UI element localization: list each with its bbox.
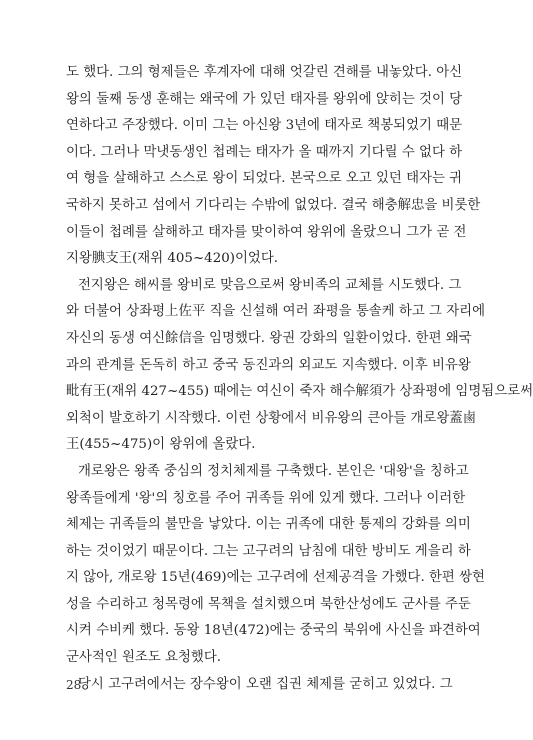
text-line: 국하지 못하고 섬에서 기다리는 수밖에 없었다. 결국 해충解忠을 비롯한 <box>66 197 481 213</box>
text-line: 지 않아, 개로왕 15년(469)에는 고구려에 선제공격을 가했다. 한편 쌍현 <box>66 570 485 586</box>
text-line: 여 형을 살해하고 스스로 왕이 되었다. 본국으로 오고 있던 태자는 귀 <box>66 171 463 187</box>
text-line: 왕의 둘째 동생 훈해는 왜국에 가 있던 태자를 왕위에 앉히는 것이 당 <box>66 91 463 107</box>
text-line: 毗有王(재위 427~455) 때에는 여신이 죽자 해수解須가 상좌평에 임명됨으로써 <box>66 384 533 400</box>
text-line: 성을 수리하고 청목령에 목책을 설치했으며 북한산성에도 군사를 주둔 <box>66 596 471 612</box>
text-line: 이다. 그러나 막냇동생인 첩례는 태자가 올 때까지 기다릴 수 없다 하 <box>66 144 463 160</box>
text-line: 과의 관계를 돈독히 하고 중국 동진과의 외교도 지속했다. 이후 비유왕 <box>66 357 471 373</box>
text-line: 군사적인 원조도 요청했다. <box>66 650 222 666</box>
text-line: 하는 것이었기 때문이다. 그는 고구려의 남침에 대한 방비도 게을리 하 <box>66 543 471 559</box>
text-line: 외척이 발호하기 시작했다. 이런 상황에서 비유왕의 큰아들 개로왕蓋鹵 <box>66 410 477 426</box>
text-line: 지왕腆支王(재위 405~420)이었다. <box>66 251 279 267</box>
paragraph <box>66 273 533 459</box>
paragraph <box>66 672 453 699</box>
text-line: 당시 고구려에서는 장수왕이 오랜 집권 체제를 굳히고 있었다. 그 <box>78 676 453 692</box>
text-line: 시켜 수비케 했다. 동왕 18년(472)에는 중국의 북위에 사신을 파견하여 <box>66 623 481 639</box>
text-line: 연하다고 주장했다. 이미 그는 아신왕 3년에 태자로 책봉되었기 때문 <box>66 118 463 134</box>
paragraph <box>66 459 485 672</box>
text-line: 자신의 동생 여신餘信을 임명했다. 왕권 강화의 일환이었다. 한편 왜국 <box>66 330 472 346</box>
text-line: 이들이 첩례를 살해하고 태자를 맞이하여 왕위에 올랐으니 그가 곧 전 <box>66 224 467 240</box>
text-line: 전지왕은 해씨를 왕비로 맞음으로써 왕비족의 교체를 시도했다. 그 <box>78 277 462 293</box>
text-line: 왕족들에게 '왕'의 칭호를 주어 귀족들 위에 있게 했다. 그러나 이러한 <box>66 490 466 506</box>
text-line: 개로왕은 왕족 중심의 정치체제를 구축했다. 본인은 '대왕'을 칭하고 <box>78 463 469 479</box>
body-text <box>66 60 533 698</box>
page-number: 28 <box>66 678 82 692</box>
text-line: 체제는 귀족들의 불만을 낳았다. 이는 귀족에 대한 통제의 강화를 의미 <box>66 517 471 533</box>
text-line: 도 했다. 그의 형제들은 후계자에 대해 엇갈린 견해를 내놓았다. 아신 <box>66 65 463 80</box>
text-line: 와 더불어 상좌평上佐平 직을 신설해 여러 좌평을 통솔케 하고 그 자리에 <box>66 304 486 320</box>
text-line: 王(455~475)이 왕위에 올랐다. <box>66 437 256 453</box>
paragraph <box>66 60 481 273</box>
